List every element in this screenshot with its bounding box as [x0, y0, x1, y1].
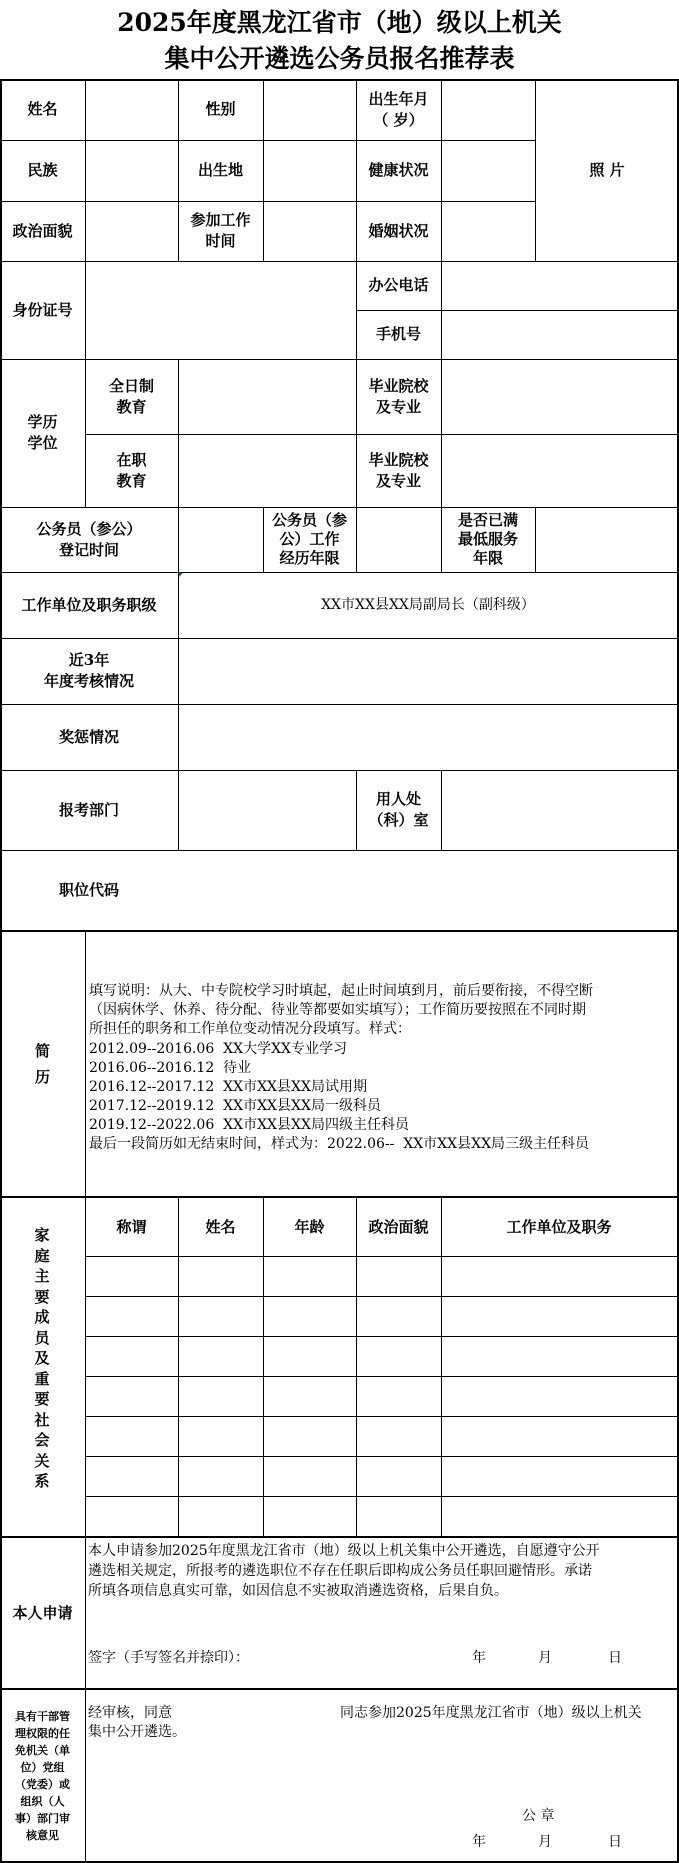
- family-header-age: 年龄: [294, 1217, 325, 1236]
- label-min-service-line3: 年限: [472, 549, 503, 567]
- label-ethnicity: 民族: [27, 161, 58, 179]
- label-birth: [356, 79, 441, 140]
- family-header-relation: 称谓: [116, 1217, 147, 1236]
- label-min-service-line1: 是否已满: [457, 511, 518, 529]
- approval-content[interactable]: [86, 1690, 677, 1861]
- label-fulltime-line1: 全日制: [108, 376, 154, 395]
- label-education: [0, 359, 85, 507]
- inservice-degree-input-cell[interactable]: [179, 435, 356, 507]
- label-school2: [356, 434, 441, 507]
- resume-entry: 2012.09--2016.06 XX大学XX专业学习: [89, 1041, 348, 1057]
- approval-year: 年: [472, 1834, 486, 1850]
- ethnicity-input-cell[interactable]: [86, 141, 178, 201]
- mobile-input-cell[interactable]: [442, 311, 677, 359]
- declaration-day: 日: [608, 1650, 622, 1666]
- resume-last-note: 最后一段简历如无结束时间，样式为：2022.06-- XX市XX县XX局三级主任科员: [89, 1136, 590, 1152]
- name-input-cell[interactable]: [86, 80, 178, 140]
- label-work-start-line2: 时间: [205, 232, 236, 250]
- label-assessment-line1: 近3年: [68, 651, 110, 669]
- approval-month: 月: [538, 1834, 552, 1850]
- label-approval-line: 组织（人: [20, 1794, 65, 1808]
- label-education-line1: 学历: [27, 413, 58, 431]
- label-reg-time-line2: 登记时间: [58, 540, 119, 559]
- min-service-input-cell[interactable]: [536, 508, 677, 572]
- family-header-unit: 工作单位及职务: [506, 1217, 612, 1236]
- label-work-years-line2: 公）工作: [279, 530, 340, 548]
- office-phone-input-cell[interactable]: [442, 262, 677, 310]
- label-applied-dept: 报考部门: [58, 800, 119, 819]
- label-office-phone: 办公电话: [368, 276, 429, 294]
- resume-instruction-line2: （因病休学、休养、待分配、待业等都要如实填写）；工作简历要按照在不同时期: [89, 1002, 586, 1018]
- label-school2-line1: 毕业院校: [368, 450, 429, 469]
- label-school1: [356, 359, 441, 434]
- label-assessment-line2: 年度考核情况: [43, 672, 134, 690]
- label-school1-line1: 毕业院校: [368, 376, 429, 395]
- declaration-year: 年: [472, 1650, 486, 1666]
- label-work-start-line1: 参加工作: [190, 211, 251, 229]
- label-employing-office-line1: 用人处: [375, 790, 421, 808]
- label-gender: 性别: [205, 100, 236, 118]
- label-resume-line2: 历: [34, 1068, 50, 1086]
- label-mobile: 手机号: [375, 325, 421, 343]
- label-approval: [0, 1690, 85, 1861]
- declaration-line3: 所填各项信息真实可靠，如因信息不实被取消遴选资格，后果自负。: [88, 1583, 508, 1599]
- label-approval-line: 位）党组: [20, 1760, 65, 1774]
- declaration-content[interactable]: [86, 1538, 677, 1688]
- applied-dept-input-cell[interactable]: [179, 771, 356, 850]
- label-inservice-line2: 教育: [116, 471, 147, 490]
- label-work-years-line1: 公务员（参: [271, 511, 347, 529]
- marital-input-cell[interactable]: [442, 202, 535, 261]
- id-number-input-cell[interactable]: [86, 262, 356, 359]
- label-self-apply: 本人申请: [12, 1603, 73, 1622]
- resume-entry: 2017.12--2019.12 XX市XX县XX局一级科员: [89, 1098, 381, 1114]
- reg-time-input-cell[interactable]: [179, 508, 263, 572]
- fulltime-degree-input-cell[interactable]: [179, 360, 356, 434]
- label-employing-office-line2: （科）室: [368, 811, 429, 829]
- label-approval-line: 理权限的任: [15, 1726, 70, 1740]
- declaration-line2: 遴选相关规定，所报考的遴选职位不存在任职后即构成公务员任职回避情形。承诺: [88, 1563, 592, 1579]
- photo-box[interactable]: 照 片: [589, 160, 625, 179]
- label-resume: [0, 932, 85, 1196]
- family-header-political: 政治面貌: [368, 1217, 429, 1236]
- birth-input-cell[interactable]: [442, 80, 535, 140]
- label-approval-line: （党委）或: [15, 1777, 70, 1791]
- label-education-line2: 学位: [27, 434, 58, 452]
- label-approval-line: 免机关（单: [15, 1743, 70, 1757]
- rewards-input-cell[interactable]: [179, 705, 677, 770]
- label-marital: 婚姻状况: [368, 221, 429, 240]
- label-work-start: [178, 201, 263, 261]
- employing-office-input-cell[interactable]: [442, 771, 677, 850]
- label-id-number: 身份证号: [12, 300, 73, 319]
- school1-input-cell[interactable]: [442, 360, 677, 434]
- label-reg-time: [0, 507, 178, 572]
- label-family: 家庭主要成员及重要社会关系: [34, 1226, 50, 1490]
- resume-instruction-line3: 所担任的职务和工作单位变动情况分段填写。样式：: [89, 1021, 411, 1037]
- label-approval-line: 具有干部管: [15, 1709, 70, 1723]
- label-birth-line2: （ 岁）: [373, 110, 424, 129]
- label-birth-line1: 出生年月: [368, 89, 429, 108]
- unit-position-value[interactable]: XX市XX县XX局副局长（副科级）: [321, 597, 535, 613]
- label-reg-time-line1: 公务员（参公）: [36, 519, 142, 538]
- assessment-input-cell[interactable]: [179, 639, 677, 704]
- declaration-month: 月: [538, 1650, 552, 1666]
- seal-label: 公 章: [522, 1808, 555, 1824]
- work-start-input-cell[interactable]: [264, 202, 356, 261]
- label-work-years: [263, 507, 356, 572]
- label-birthplace: 出生地: [197, 161, 243, 179]
- form-title-line2: 集中公开遴选公务员报名推荐表: [164, 44, 515, 73]
- resume-entry: 2019.12--2022.06 XX市XX县XX局四级主任科员: [89, 1117, 409, 1133]
- health-input-cell[interactable]: [442, 141, 535, 201]
- label-health: 健康状况: [368, 161, 429, 179]
- label-work-years-line3: 经历年限: [279, 549, 340, 567]
- approval-text2: 同志参加2025年度黑龙江省市（地）级以上机关: [340, 1705, 642, 1721]
- resume-entry: 2016.06--2016.12 待业: [89, 1060, 252, 1076]
- label-approval-line: 核意见: [26, 1828, 59, 1842]
- signature-label: 签字（手写签名并捺印）：: [88, 1650, 249, 1666]
- declaration-line1: 本人申请参加2025年度黑龙江省市（地）级以上机关集中公开遴选，自愿遵守公开: [88, 1543, 600, 1559]
- label-fulltime-line2: 教育: [116, 397, 147, 416]
- label-min-service: [441, 507, 535, 572]
- label-position-code: 职位代码: [58, 880, 119, 899]
- label-assessment: [0, 638, 178, 704]
- label-school2-line2: 及专业: [375, 471, 421, 490]
- label-unit-position: 工作单位及职务职级: [21, 595, 157, 614]
- label-resume-line1: 简: [34, 1042, 50, 1060]
- gender-input-cell[interactable]: [264, 80, 356, 140]
- label-school1-line2: 及专业: [375, 397, 421, 416]
- label-political: 政治面貌: [12, 221, 73, 240]
- resume-content[interactable]: [86, 932, 677, 1196]
- birthplace-input-cell[interactable]: [264, 141, 356, 201]
- political-input-cell[interactable]: [86, 202, 178, 261]
- label-rewards: 奖惩情况: [58, 727, 119, 746]
- label-name: 姓名: [27, 100, 58, 118]
- label-employing-office: [356, 770, 441, 850]
- label-inservice: [85, 434, 178, 507]
- family-rows[interactable]: [86, 1257, 677, 1536]
- approval-text1: 经审核，同意: [88, 1705, 172, 1721]
- family-header-name: 姓名: [205, 1217, 236, 1236]
- school2-input-cell[interactable]: [442, 435, 677, 507]
- resume-entry: 2016.12--2017.12 XX市XX县XX局试用期: [89, 1079, 367, 1095]
- position-code-input-cell[interactable]: [179, 851, 677, 930]
- approval-text3: 集中公开遴选。: [88, 1724, 186, 1740]
- label-approval-line: 事）部门审: [15, 1811, 70, 1825]
- form-title-line1: 2025年度黑龙江省市（地）级以上机关: [117, 8, 562, 37]
- label-min-service-line2: 最低服务: [457, 530, 518, 548]
- label-fulltime: [85, 359, 178, 434]
- approval-day: 日: [608, 1834, 622, 1850]
- resume-instruction-line1: 填写说明：从大、中专院校学习时填起，起止时间填到月，前后要衔接，不得空断: [89, 983, 593, 999]
- work-years-input-cell[interactable]: [357, 508, 441, 572]
- label-inservice-line1: 在职: [116, 450, 147, 469]
